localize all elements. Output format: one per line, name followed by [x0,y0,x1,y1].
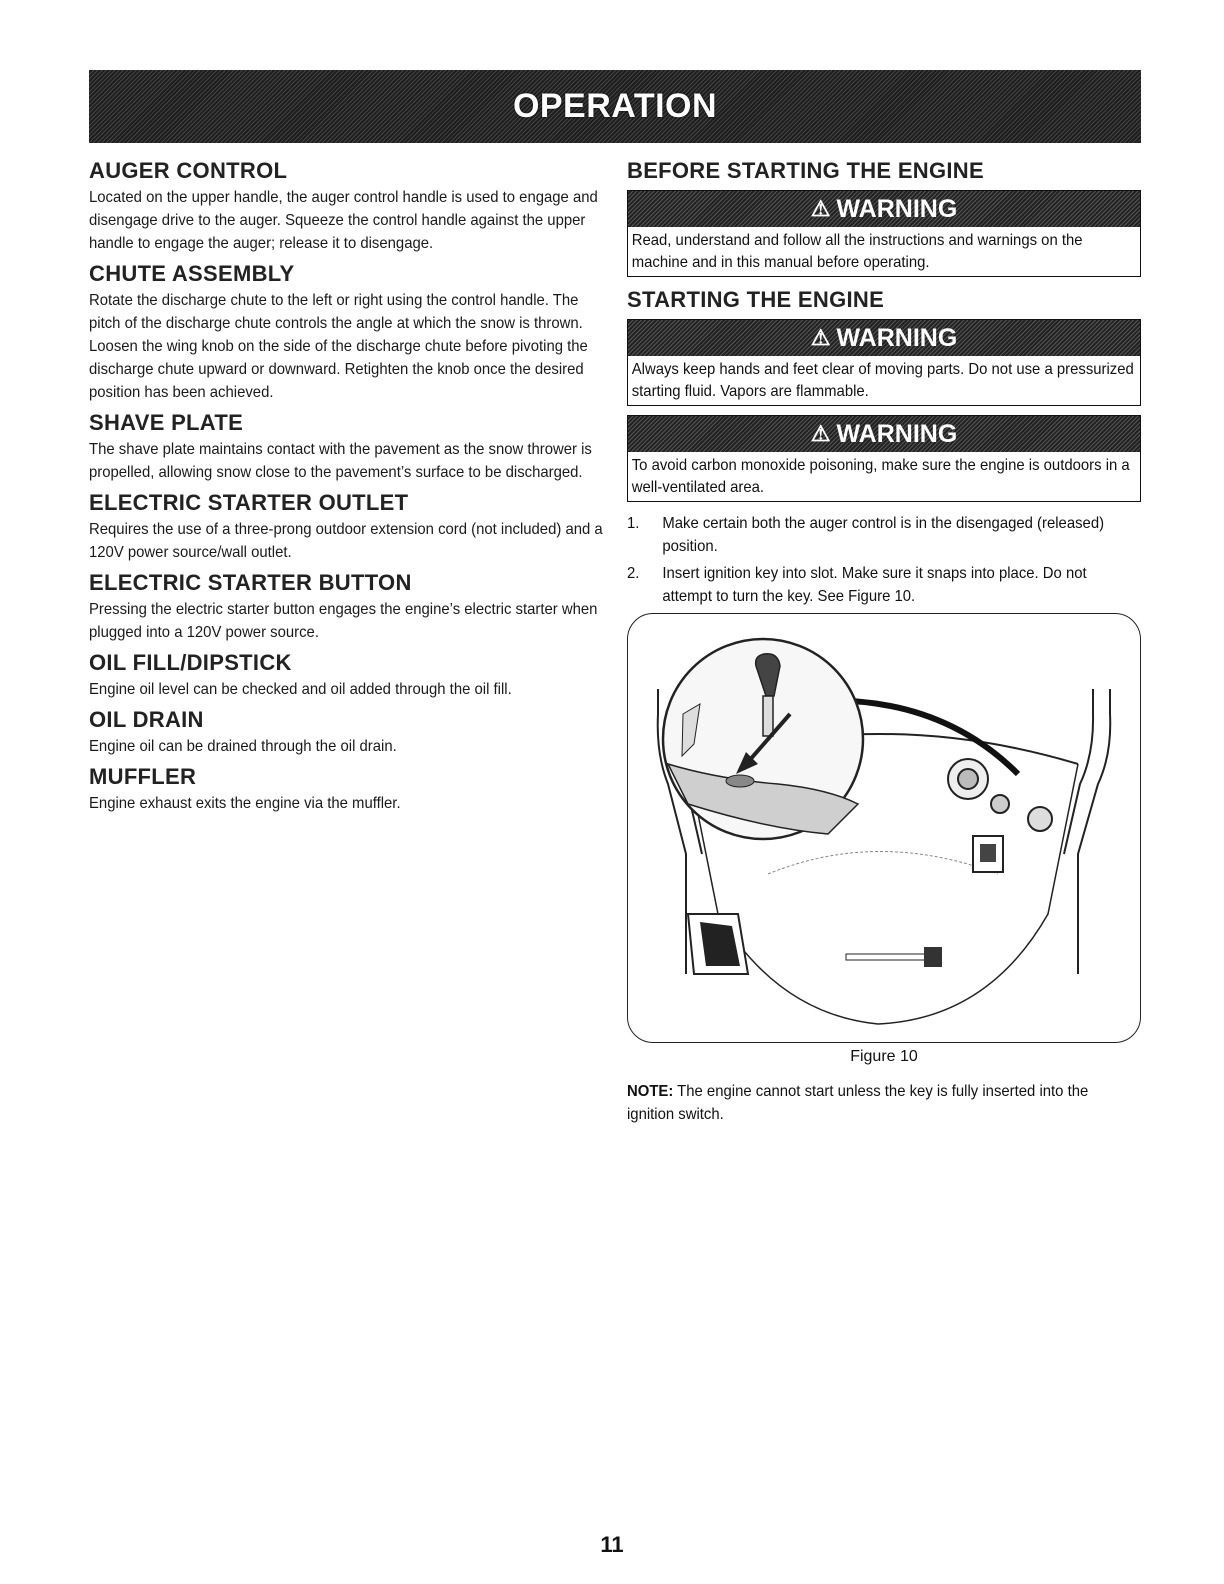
page-number: 11 [600,1532,624,1557]
figure-caption: Figure 10 [850,1048,918,1065]
section-body: Located on the upper handle, the auger control handle is used to engage and disengage drive to the auger. Squeeze the control handle against the upper handle to engage the auger; release it to disengage. [89,189,598,252]
warning-header [628,191,1140,227]
section-electric-starter-outlet [89,490,604,564]
section-electric-starter-button [89,570,604,644]
step-number: 2. [627,565,640,582]
section-heading: ELECTRIC STARTER OUTLET [89,490,409,515]
ignition-key-illustration [628,614,1141,1043]
step-text: Insert ignition key into slot. Make sure it snaps into place. Do not attempt to turn the key. See Figure 10. [662,565,1087,605]
list-item [627,512,1134,558]
section-muffler [89,764,604,815]
section-heading: OIL DRAIN [89,707,204,732]
section-heading: AUGER CONTROL [89,158,288,183]
before-starting-heading: BEFORE STARTING THE ENGINE [627,158,984,183]
starting-engine-heading: STARTING THE ENGINE [627,287,885,312]
section-oil-fill [89,650,604,701]
banner-title: OPERATION [512,87,718,125]
section-heading: CHUTE ASSEMBLY [89,261,295,286]
section-heading: MUFFLER [89,764,197,789]
section-heading: SHAVE PLATE [89,410,244,435]
section-heading: OIL FILL/DIPSTICK [89,650,292,675]
warning-header [628,416,1140,452]
warning-header [628,320,1140,356]
starting-steps-list [627,512,1141,608]
warning-label: WARNING [836,419,958,448]
section-body: Engine oil can be drained through the oil drain. [89,738,397,755]
warning-box-1 [627,190,1141,277]
figure-10-illustration [627,613,1141,1043]
step-number: 1. [627,515,640,532]
note-paragraph [627,1080,1111,1126]
section-shave-plate [89,410,604,484]
section-body: Rotate the discharge chute to the left or right using the control handle. The pitch of the discharge chute controls the angle at which the snow is thrown. Loosen the wing knob on the side of the discharge chute before pivoting the discharge chute upward or downward. Retighten the knob once the desired position has been achieved. [89,292,588,401]
section-body: The shave plate maintains contact with the pavement as the snow thrower is propelled, allowing snow close to the pavement’s surface to be discharged. [89,441,592,481]
note-label: NOTE: [627,1083,674,1100]
warning-text: Always keep hands and feet clear of moving parts. Do not use a pressurized starting fluid. Vapors are flammable. [631,361,1134,400]
list-item [627,562,1134,608]
section-body: Pressing the electric starter button engages the engine’s electric starter when plugged into a 120V power source. [89,601,598,641]
section-body: Engine exhaust exits the engine via the muffler. [89,795,401,812]
note-text: The engine cannot start unless the key is fully inserted into the ignition switch. [627,1083,1089,1123]
warning-label: WARNING [836,194,958,223]
section-chute-assembly [89,261,604,404]
left-column [89,158,604,821]
warning-triangle-icon: ⚠ [810,325,831,350]
section-auger-control [89,158,604,255]
warning-box-2 [627,319,1141,406]
section-body: Engine oil level can be checked and oil added through the oil fill. [89,681,512,698]
step-text: Make certain both the auger control is in the disengaged (released) position. [662,515,1105,555]
warning-text: Read, understand and follow all the instructions and warnings on the machine and in this manual before operating. [631,232,1083,271]
warning-box-3 [627,415,1141,502]
section-body: Requires the use of a three-prong outdoor extension cord (not included) and a 120V power source/wall outlet. [89,521,603,561]
section-heading: ELECTRIC STARTER BUTTON [89,570,412,595]
warning-triangle-icon: ⚠ [810,196,831,221]
warning-text: To avoid carbon monoxide poisoning, make sure the engine is outdoors in a well-ventilated area. [631,457,1130,496]
section-banner [89,70,1141,143]
right-column [627,158,1141,612]
warning-label: WARNING [836,323,958,352]
section-oil-drain [89,707,604,758]
warning-triangle-icon: ⚠ [810,421,831,446]
